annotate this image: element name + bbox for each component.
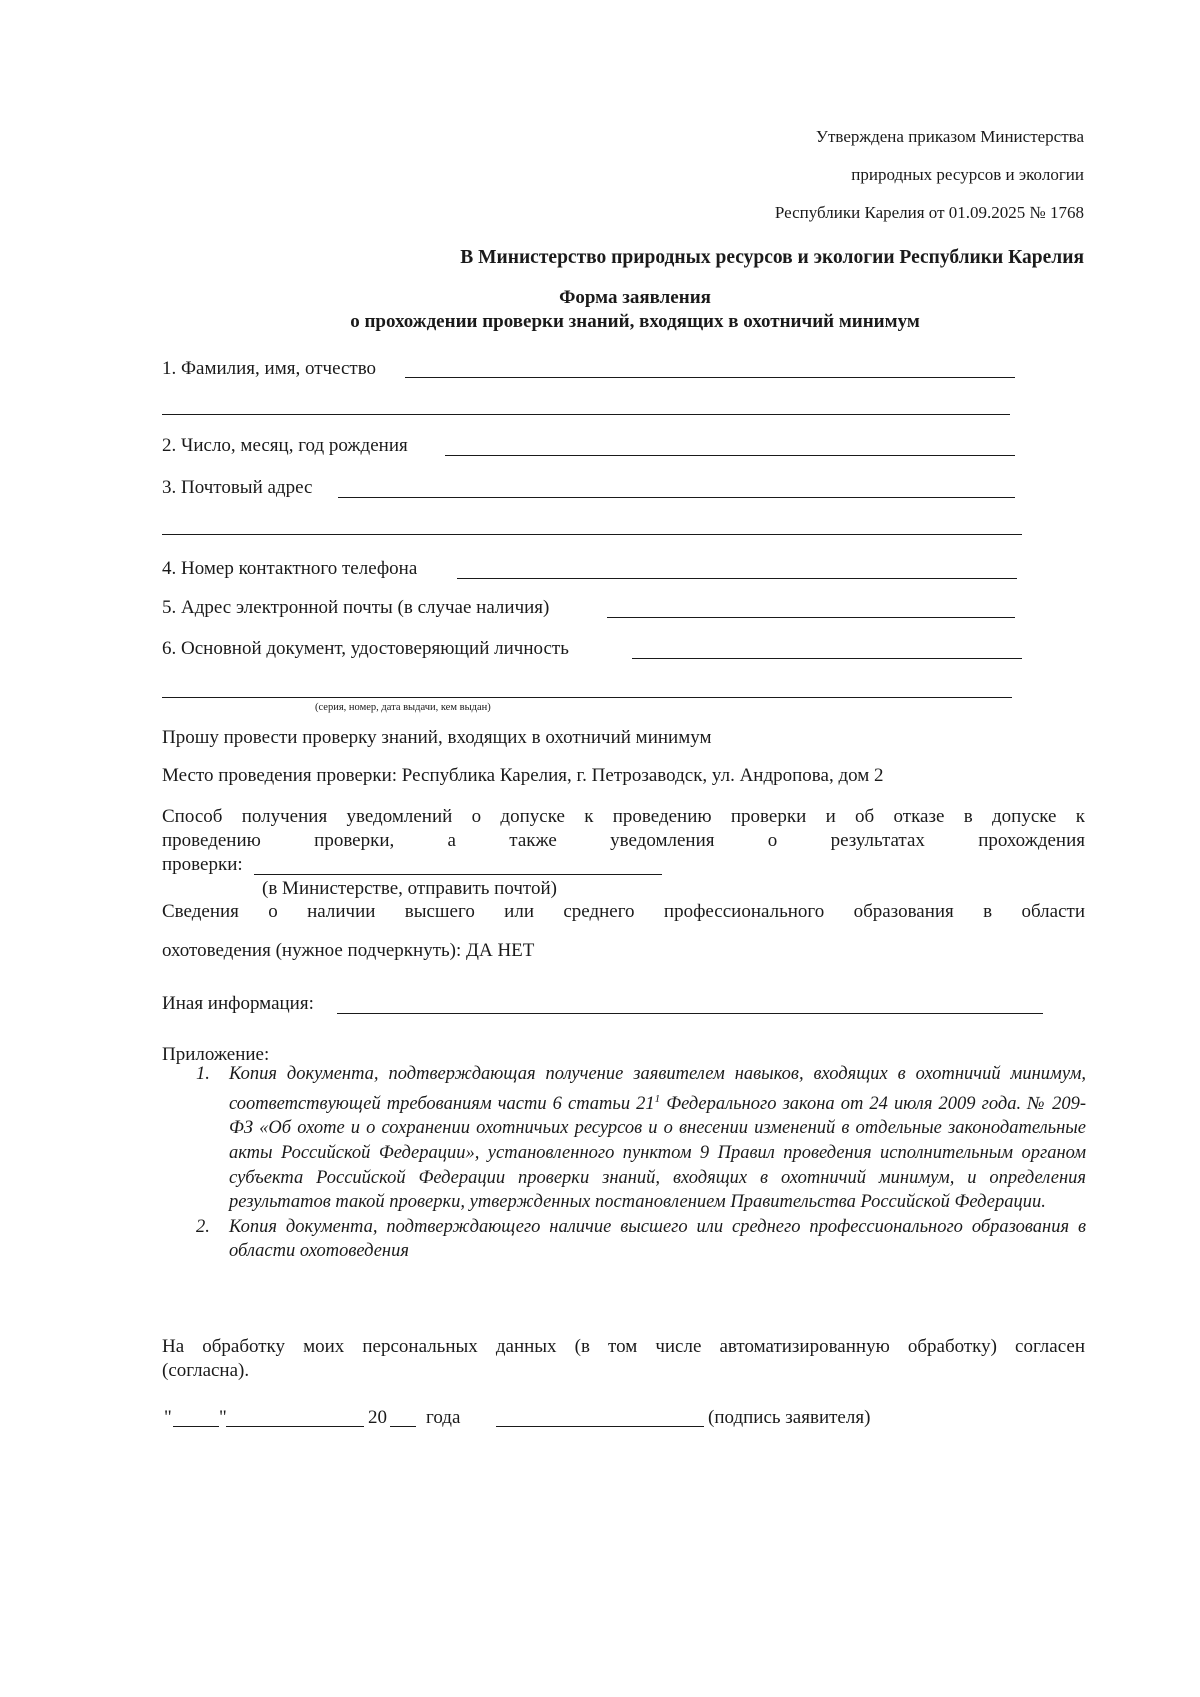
- date-quote-open: ": [164, 1407, 172, 1428]
- attachment-number: 1.: [196, 1064, 210, 1084]
- signature-label: (подпись заявителя): [708, 1407, 871, 1428]
- email-input-line[interactable]: [607, 617, 1015, 618]
- attachment-text: Копия документа, подтверждающая получение заявителем навыков, входящих в охотничий минимум, соответствующей требованиям части 6 статьи $21^1$ Федерального закона от 24 июля 2009 года. № 209-ФЗ «Об охоте и о сохранении охотничьих ресурсов и о внесении изменений в отдельные законодательные акты Российской Федерации», установленного пунктом 9 Правил проведения исполнительным органом субъекта Российской Федерации проверки знаний, входящих в охотничий минимум, и определения результатов такой проверки, утвержденных постановлением Правительства Российской Федерации.: [229, 1064, 1086, 1213]
- field-email-label: 5. Адрес электронной почты (в случае наличия): [162, 597, 550, 618]
- notification-line-2: проведению проверки, а также уведомления о результатах прохождения: [162, 830, 1085, 851]
- approval-line-3: Республики Карелия от 01.09.2025 № 1768: [774, 203, 1084, 222]
- consent-line-2: (согласна).: [162, 1360, 250, 1381]
- form-title: Форма заявления: [559, 287, 711, 308]
- birth-date-input-line[interactable]: [445, 455, 1015, 456]
- request-text: Прошу провести проверку знаний, входящих в охотничий минимум: [162, 727, 712, 748]
- date-year-input-line[interactable]: [390, 1426, 416, 1427]
- attachment-number: 2.: [196, 1216, 210, 1237]
- form-subtitle: о прохождении проверки знаний, входящих в охотничий минимум: [350, 311, 920, 332]
- education-line-1: Сведения о наличии высшего или среднего профессионального образования в области: [162, 901, 1085, 922]
- education-line-2[interactable]: охотоведения (нужное подчеркнуть): ДА НЕТ: [162, 940, 535, 961]
- id-document-hint: (серия, номер, дата выдачи, кем выдан): [315, 702, 491, 713]
- consent-line-1: На обработку моих персональных данных (в том числе автоматизированную обработку) согласен: [162, 1336, 1085, 1357]
- list-item: [196, 1062, 1086, 1215]
- date-year-word: года: [426, 1407, 461, 1428]
- postal-address-input-line[interactable]: [338, 497, 1015, 498]
- list-item: [196, 1215, 1086, 1264]
- date-century: 20: [368, 1407, 387, 1428]
- date-month-input-line[interactable]: [226, 1426, 364, 1427]
- field-postal-address-label: 3. Почтовый адрес: [162, 477, 313, 498]
- attachments-list: [196, 1062, 1086, 1264]
- postal-address-input-line-2[interactable]: [162, 534, 1022, 535]
- id-document-input-line[interactable]: [632, 658, 1022, 659]
- phone-input-line[interactable]: [457, 578, 1017, 579]
- signature-input-line[interactable]: [496, 1426, 704, 1427]
- other-info-input-line[interactable]: [337, 1013, 1043, 1014]
- field-id-document-label: 6. Основной документ, удостоверяющий личность: [162, 638, 569, 659]
- notification-line-1: Способ получения уведомлений о допуске к проведению проверки и об отказе в допуске к: [162, 806, 1085, 827]
- notification-method-hint: (в Министерстве, отправить почтой): [262, 878, 557, 899]
- field-full-name-label: 1. Фамилия, имя, отчество: [162, 358, 377, 379]
- other-info-label: Иная информация:: [162, 993, 314, 1014]
- full-name-input-line-2[interactable]: [162, 414, 1010, 415]
- field-birth-date-label: 2. Число, месяц, год рождения: [162, 435, 408, 456]
- addressee: В Министерство природных ресурсов и экологии Республики Карелия: [460, 247, 1084, 268]
- field-phone-label: 4. Номер контактного телефона: [162, 558, 418, 579]
- venue-text: Место проведения проверки: Республика Карелия, г. Петрозаводск, ул. Андропова, дом 2: [162, 765, 884, 786]
- approval-line-2: природных ресурсов и экологии: [851, 165, 1084, 184]
- date-day-input-line[interactable]: [173, 1426, 219, 1427]
- id-document-input-line-2[interactable]: [162, 697, 1012, 698]
- notification-method-input-line[interactable]: [254, 874, 662, 875]
- notification-line-3: проверки:: [162, 854, 243, 875]
- date-quote-close: ": [219, 1407, 227, 1428]
- attachments-heading: Приложение:: [162, 1044, 270, 1065]
- attachment-text: Копия документа, подтверждающего наличие высшего или среднего профессионального образования в области охотоведения: [229, 1216, 1086, 1262]
- full-name-input-line[interactable]: [405, 377, 1015, 378]
- approval-line-1: Утверждена приказом Министерства: [815, 127, 1084, 146]
